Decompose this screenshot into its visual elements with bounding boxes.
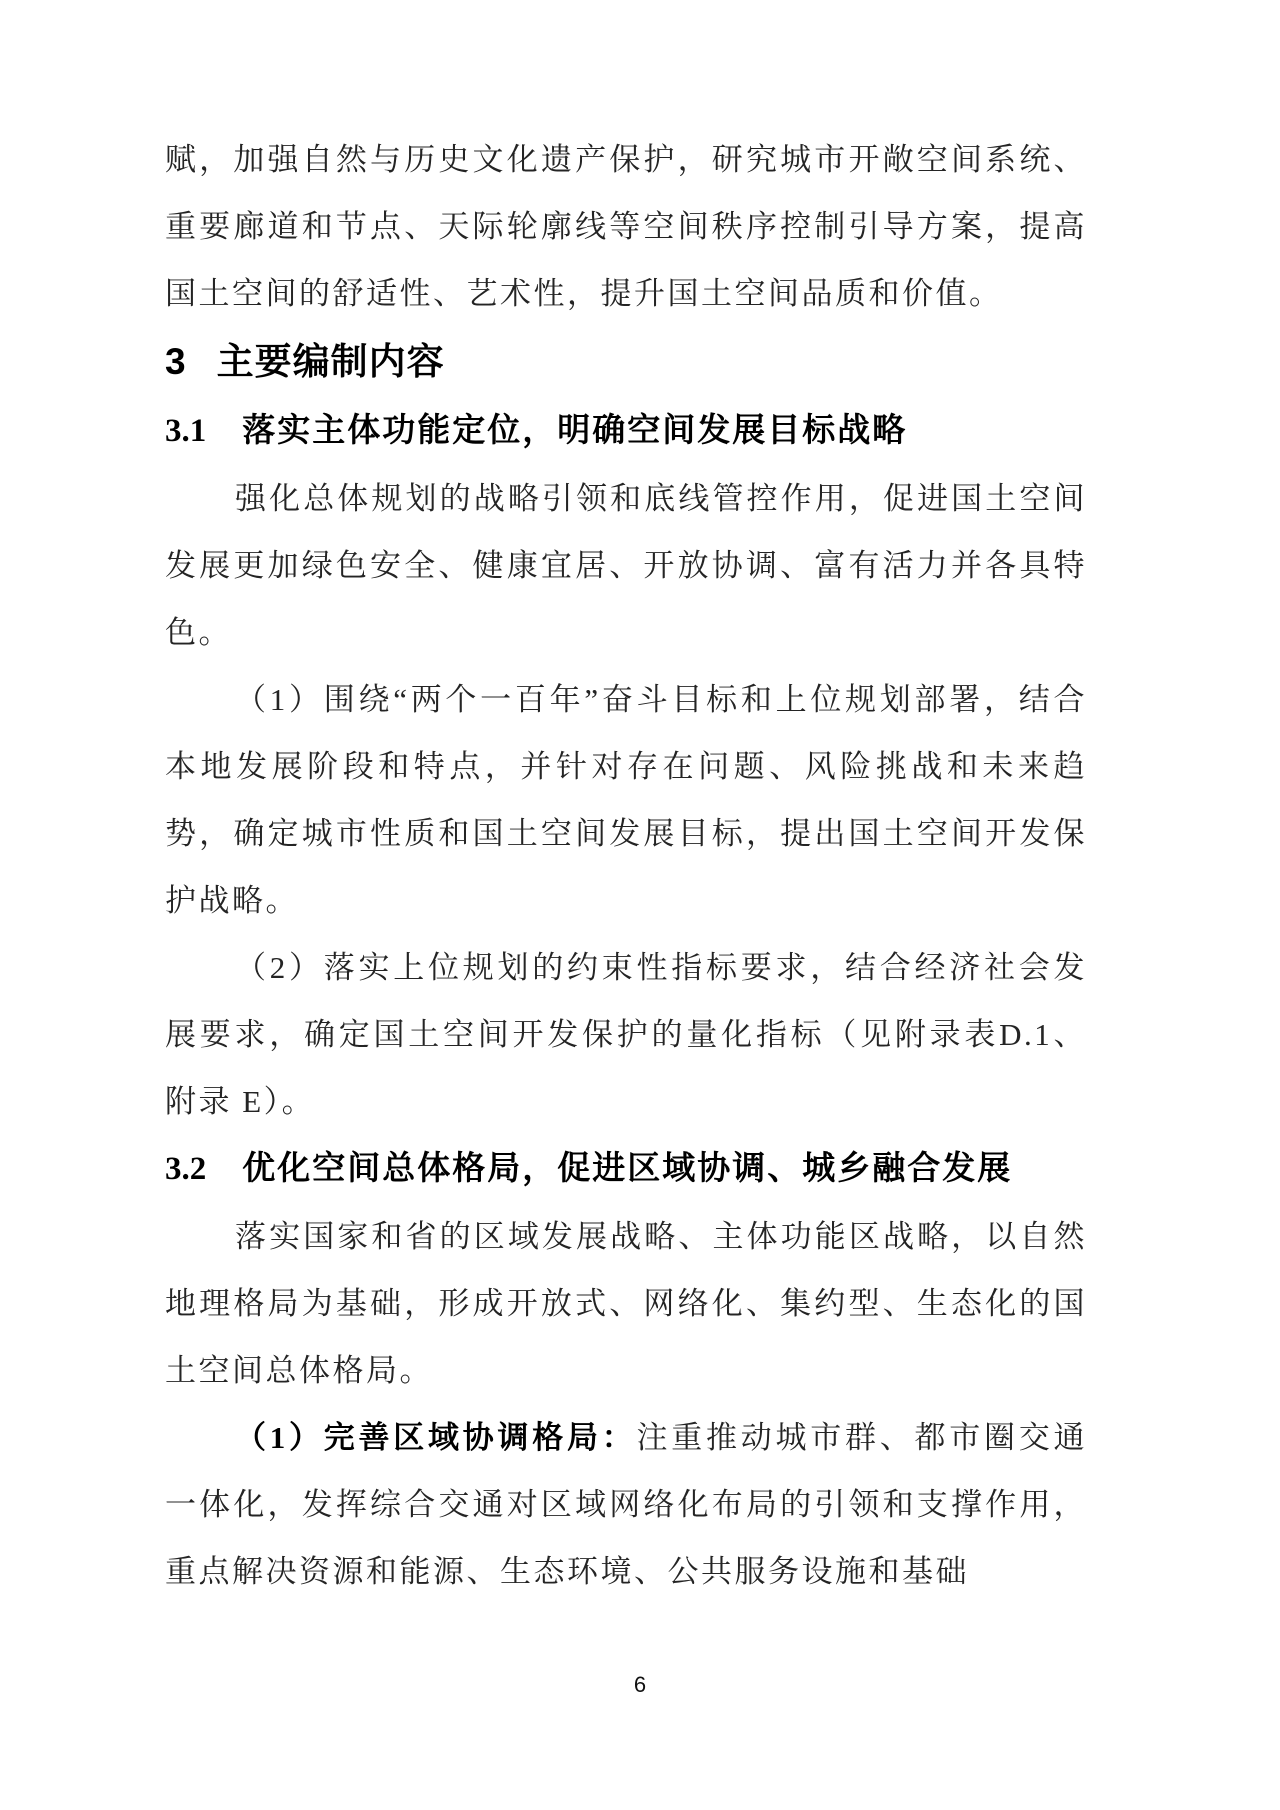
section-3-1-paragraph-1: 强化总体规划的战略引领和底线管控作用，促进国土空间发展更加绿色安全、健康宜居、开放协调、富有活力并各具特色。: [165, 481, 1087, 650]
paragraph-2-bold-lead: （1）完善区域协调格局：: [235, 1420, 637, 1455]
section-3-1-paragraph-3: （2）落实上位规划的约束性指标要求，结合经济社会发展要求，确定国土空间开发保护的量化指标（见附录表D.1、附录 E）。: [165, 950, 1087, 1119]
section-3-title: 主要编制内容: [216, 341, 445, 382]
section-3-2-number: 3.2: [165, 1151, 207, 1187]
paragraph-2-body-text: 注重推动城市群、都市圈交通一体化，发挥综合交通对区域网络化布局的引领和支撑作用，重点解决资源和能源、生态环境、公共服务设施和基础: [165, 1420, 1087, 1589]
section-3-2-title: 优化空间总体格局，促进区域协调、城乡融合发展: [242, 1151, 1013, 1187]
page-number: 6: [633, 1672, 647, 1697]
section-3-1-heading: [165, 397, 1087, 465]
document-content: [165, 126, 1087, 1605]
paragraph-continuation: 赋，加强自然与历史文化遗产保护，研究城市开敞空间系统、重要廊道和节点、天际轮廓线等空间秩序控制引导方案，提高国土空间的舒适性、艺术性，提升国土空间品质和价值。: [165, 142, 1087, 311]
section-3-2-paragraph-1: 落实国家和省的区域发展战略、主体功能区战略，以自然地理格局为基础，形成开放式、网络化、集约型、生态化的国土空间总体格局。: [165, 1219, 1087, 1388]
section-3-1-title: 落实主体功能定位，明确空间发展目标战略: [242, 413, 908, 449]
section-3-number: 3: [165, 341, 187, 382]
section-3-2-paragraph-2: [165, 1404, 1087, 1605]
section-3-2-heading: [165, 1135, 1087, 1203]
section-3-1-number: 3.1: [165, 413, 207, 449]
section-3-heading: [165, 327, 1087, 397]
section-3-1-paragraph-2: （1）围绕“两个一百年”奋斗目标和上位规划部署，结合本地发展阶段和特点，并针对存在问题、风险挑战和未来趋势，确定城市性质和国土空间发展目标，提出国土空间开发保护战略。: [165, 682, 1087, 918]
